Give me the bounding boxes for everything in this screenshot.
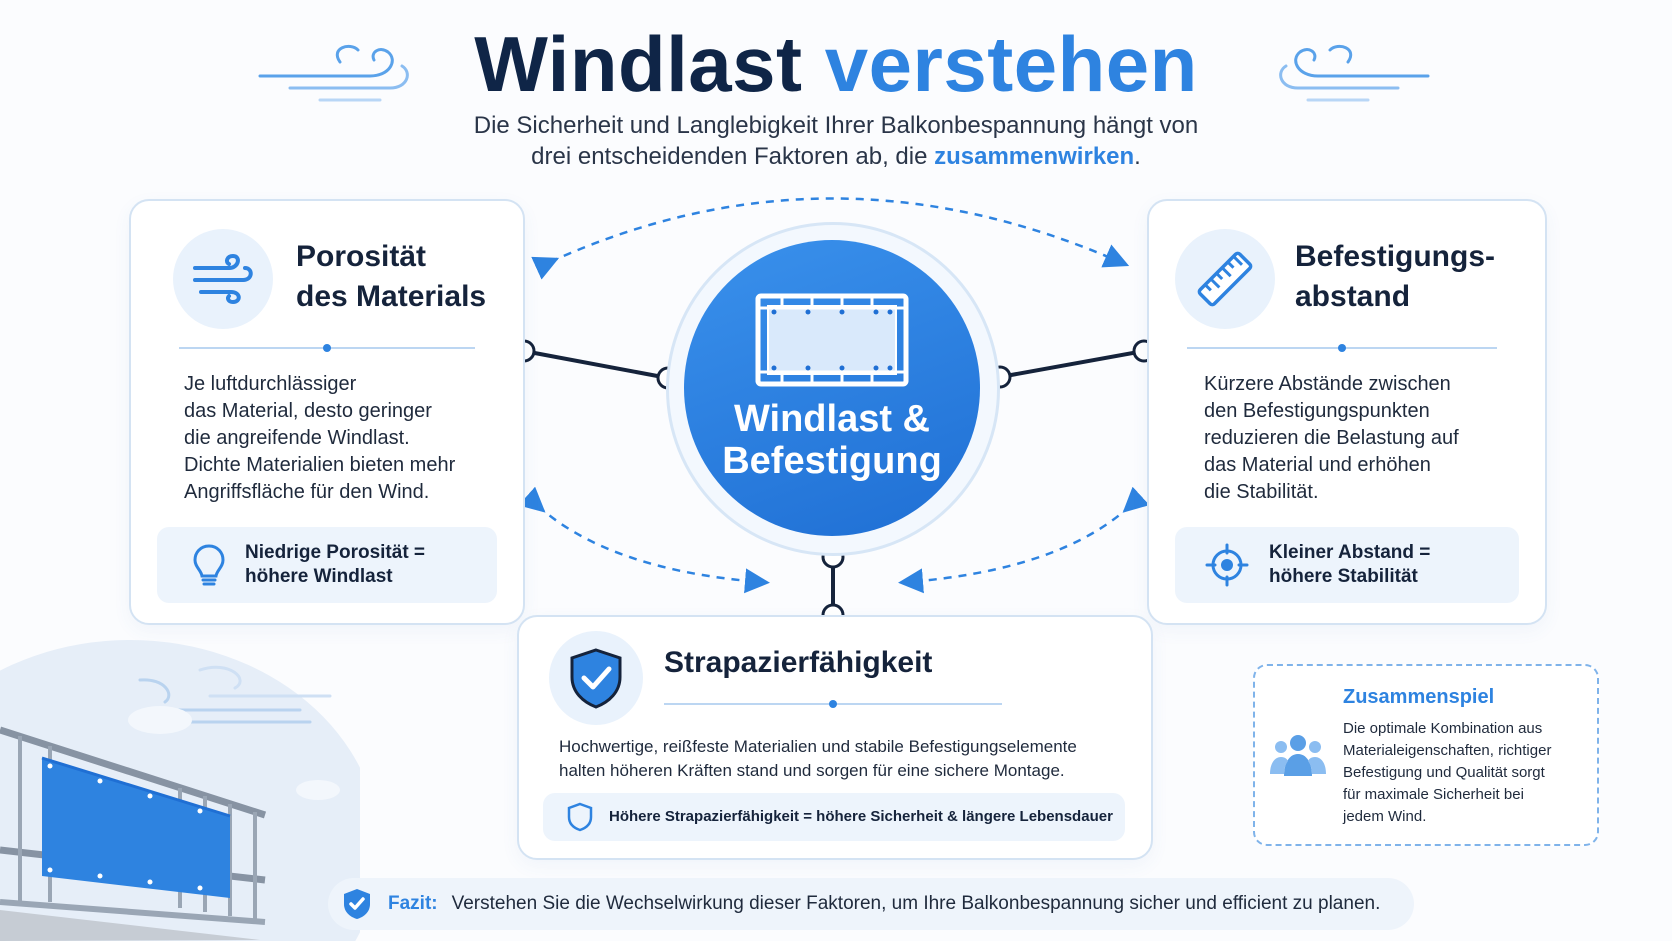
subtitle-line-2-text: drei entscheidenden Faktoren ab, die bbox=[531, 143, 935, 170]
body-line: reduzieren die Belastung auf bbox=[1204, 427, 1459, 449]
body-line: Hochwertige, reißfeste Materialien und stabile Befestigungselemente bbox=[559, 737, 1077, 756]
hub-label-line-2: Befestigung bbox=[722, 440, 942, 482]
hub-label bbox=[722, 398, 942, 482]
balcony-illustration bbox=[0, 640, 360, 941]
pill-line: Niedrige Porosität = bbox=[245, 542, 426, 563]
subtitle-line-1: Die Sicherheit und Langlebigkeit Ihrer Balkonbespannung hängt von bbox=[473, 112, 1199, 139]
footer-fazit bbox=[328, 878, 1414, 930]
card-strapazier-body bbox=[559, 735, 1139, 783]
shield-check-icon bbox=[549, 631, 643, 725]
title-part-1: Windlast bbox=[474, 20, 803, 108]
zusammenspiel-body bbox=[1343, 718, 1593, 828]
footer-text: Verstehen Sie die Wechselwirkung dieser Faktoren, um Ihre Balkonbespannung sicher und efficient zu planen. bbox=[451, 893, 1381, 914]
pill-line: höhere Stabilität bbox=[1269, 566, 1418, 587]
card-porositaet bbox=[129, 199, 525, 625]
subtitle-highlight: zusammenwirken bbox=[934, 143, 1135, 170]
hub-label-line-1: Windlast & bbox=[734, 398, 930, 440]
body-line: halten höheren Kräften stand und sorgen für eine sichere Montage. bbox=[559, 761, 1065, 780]
card-befestigung-title-line-1: Befestigungs- bbox=[1295, 240, 1496, 273]
card-befestigung-title-line-2: abstand bbox=[1295, 280, 1411, 313]
card-porositaet-title-line-2: des Materials bbox=[296, 280, 487, 313]
dashed-arrow-bottom-right bbox=[908, 506, 1130, 582]
people-icon bbox=[1269, 732, 1327, 778]
card-porositaet-pill-text bbox=[245, 541, 425, 589]
pill-line: Kleiner Abstand = bbox=[1269, 542, 1431, 563]
card-porositaet-pill bbox=[157, 527, 497, 603]
card-strapazier-pill-text: Höhere Strapazierfähigkeit = höhere Sicherheit & längere Lebensdauer bbox=[609, 808, 1113, 825]
body-line: den Befestigungspunkten bbox=[1204, 400, 1430, 422]
card-befestigung bbox=[1147, 199, 1547, 625]
body-line: das Material, desto geringer bbox=[184, 400, 432, 422]
body-line: die Stabilität. bbox=[1204, 481, 1319, 503]
card-befestigung-divider bbox=[1187, 347, 1497, 349]
card-porositaet-body bbox=[184, 371, 504, 506]
target-icon bbox=[1205, 543, 1249, 587]
footer-label: Fazit: bbox=[388, 893, 438, 914]
body-line: Materialeigenschaften, richtiger bbox=[1343, 742, 1552, 759]
hub bbox=[684, 240, 980, 536]
balcony-banner-icon bbox=[752, 290, 912, 390]
body-line: Je luftdurchlässiger bbox=[184, 373, 357, 395]
body-line: für maximale Sicherheit bei bbox=[1343, 786, 1524, 803]
card-strapazier-title: Strapazierfähigkeit bbox=[664, 646, 933, 679]
footer-shield-check-icon bbox=[342, 887, 372, 921]
body-line: die angreifende Windlast. bbox=[184, 427, 410, 449]
card-befestigung-body bbox=[1204, 371, 1524, 506]
card-strapazier bbox=[517, 615, 1153, 860]
body-line: Kürzere Abstände zwischen bbox=[1204, 373, 1451, 395]
card-strapazier-pill bbox=[543, 793, 1125, 841]
card-befestigung-pill bbox=[1175, 527, 1519, 603]
connector-left bbox=[524, 351, 668, 378]
card-befestigung-pill-text bbox=[1269, 541, 1430, 589]
lightbulb-icon bbox=[191, 542, 227, 588]
card-befestigung-title bbox=[1295, 237, 1535, 317]
body-line: Befestigung und Qualität sorgt bbox=[1343, 764, 1545, 781]
title-part-2: verstehen bbox=[824, 20, 1198, 108]
body-line: Dichte Materialien bieten mehr bbox=[184, 454, 456, 476]
connector-right bbox=[1000, 351, 1144, 377]
body-line: Die optimale Kombination aus bbox=[1343, 720, 1543, 737]
card-porositaet-title bbox=[296, 237, 516, 317]
zusammenspiel-title: Zusammenspiel bbox=[1343, 686, 1495, 708]
pill-line: höhere Windlast bbox=[245, 566, 393, 587]
body-line: jedem Wind. bbox=[1343, 808, 1427, 825]
body-line: das Material und erhöhen bbox=[1204, 454, 1431, 476]
subtitle-end: . bbox=[1134, 143, 1141, 170]
ruler-icon bbox=[1175, 229, 1275, 329]
card-strapazier-divider bbox=[664, 703, 1002, 705]
zusammenspiel-box bbox=[1253, 664, 1599, 846]
card-porositaet-divider bbox=[179, 347, 475, 349]
shield-outline-icon bbox=[567, 802, 593, 832]
card-porositaet-title-line-1: Porosität bbox=[296, 240, 427, 273]
body-line: Angriffsfläche für den Wind. bbox=[184, 481, 430, 503]
wind-icon bbox=[173, 229, 273, 329]
